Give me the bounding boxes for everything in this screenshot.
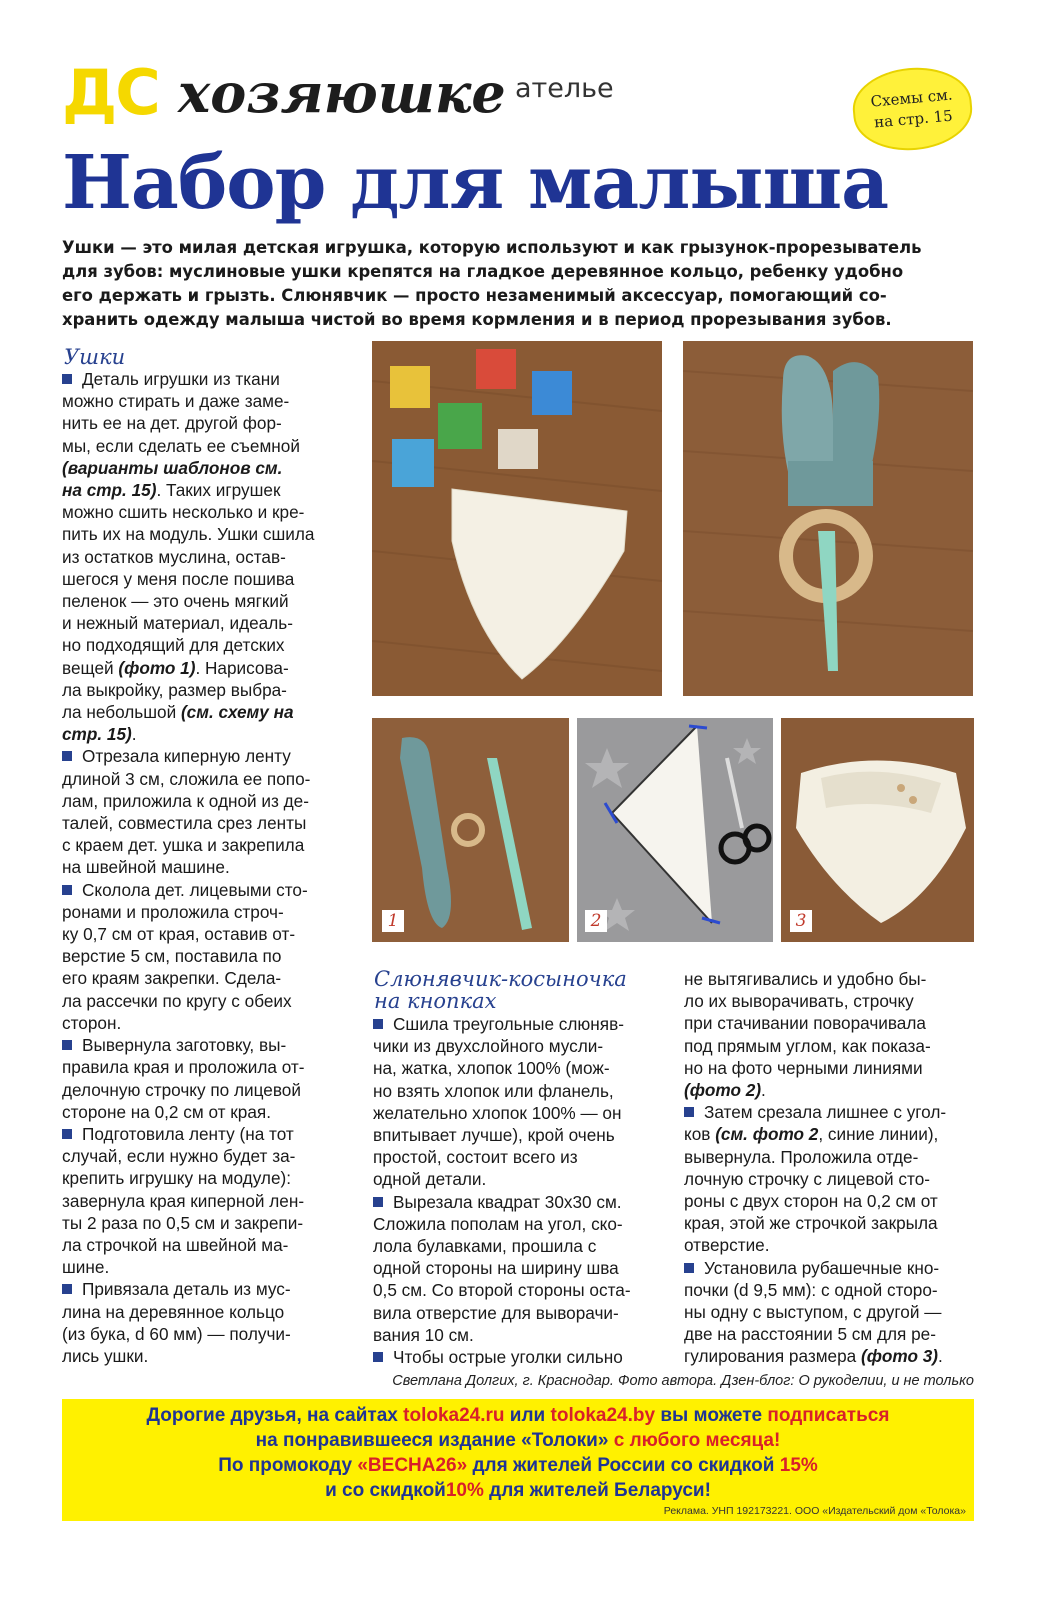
text-line [62,501,354,523]
body-text: края, этой же строчкой закрыла [684,1213,938,1234]
section-heading-bib [374,968,627,1012]
body-text: Подготовила ленту (на тот [82,1123,294,1144]
body-text: можно стирать и даже заме- [62,391,290,412]
text-line [62,856,354,878]
body-text: Деталь игрушки из ткани [82,369,280,389]
text-line [62,901,354,923]
text-line [373,1102,665,1124]
text-line [684,1168,976,1190]
text-line [62,634,354,656]
body-text: пить их на модуль. Ушки сшила [62,524,315,545]
text-line [62,1056,354,1078]
photo-bib-and-cubes [372,341,662,696]
bullet-marker [62,751,72,761]
body-text: правила края и проложила от- [62,1057,305,1078]
site-link-by[interactable]: toloka24.by [550,1405,656,1426]
text-line [373,1191,665,1213]
bullet-marker [62,1040,72,1050]
text-line [62,923,354,945]
text-line [62,568,354,590]
text-line [62,1345,354,1367]
text-line [62,990,354,1012]
body-text: лочную строчку с лицевой сто- [684,1168,930,1189]
text-line [62,546,354,568]
text-line [62,412,354,434]
body-text: на швейной машине. [62,857,230,878]
text-line [62,479,354,501]
text-line [373,1235,665,1257]
text-line [684,990,976,1012]
text-line [373,1346,665,1368]
ad-text: или [504,1405,551,1426]
text-line [684,968,976,990]
text-line [62,1123,354,1145]
lead-line: его держать и грызть. Слюнявчик — просто незаменимый аксессуар, помогающий со- [62,286,887,305]
emphasis-text: стр. 15) [62,724,132,745]
text-line [684,1190,976,1212]
text-line [62,1079,354,1101]
body-text: на, жатка, хлопок 100% (мож- [373,1058,610,1079]
text-line [62,1278,354,1300]
body-text: длиной 3 см, сложила ее попо- [62,768,311,789]
text-line [62,1323,354,1345]
body-text: почки (d 9,5 мм): с одной сторо- [684,1279,938,1300]
body-text: Сложила пополам на угол, ско- [373,1213,623,1234]
emphasis-text: (варианты шаблонов см. [62,457,283,478]
ad-highlight: подписаться [767,1405,890,1426]
body-text: Вырезала квадрат 30х30 см. [393,1191,622,1212]
subscription-ad [62,1399,974,1521]
text-line [62,812,354,834]
section-heading-line: на кнопках [374,989,497,1013]
body-text: одной стороны на ширину шва [373,1258,619,1279]
text-line [62,390,354,412]
text-line [373,1035,665,1057]
body-text: с краем дет. ушка и закрепила [62,835,305,856]
text-line [684,1212,976,1234]
body-text: Сколола дет. лицевыми сто- [82,879,308,900]
body-text: сторон. [62,1012,122,1033]
body-text: верстие 5 см, поставила по [62,946,282,967]
text-line [373,1257,665,1279]
text-line [62,612,354,634]
bullet-marker [62,374,72,384]
text-line [684,1301,976,1323]
body-text: . [761,1080,766,1101]
text-line [62,590,354,612]
logo-title: хозяюшке [178,61,506,125]
bullet-marker [373,1352,383,1362]
photo-1-parts [372,718,569,942]
emphasis-text: (фото 3) [860,1346,939,1367]
text-line [62,435,354,457]
text-line [373,1080,665,1102]
body-text: . Нарисова- [195,657,289,678]
section-heading-ears: Ушки [64,345,126,369]
bullet-marker [684,1107,694,1117]
text-line [62,1101,354,1123]
body-text: мы, если сделать ее съемной [62,435,300,456]
body-text: нить ее на дет. другой фор- [62,413,282,434]
body-text: завернула края киперной лен- [62,1190,305,1211]
body-text: не вытягивались и удобно бы- [684,969,927,989]
body-text: две на расстоянии 5 см для ре- [684,1324,936,1345]
author-credit: Светлана Долгих, г. Краснодар. Фото автора. Дзен-блог: О рукоделии, и не только [392,1373,974,1389]
logo-ds: ДС [62,56,159,129]
body-text: вила отверстие для выворачи- [373,1302,619,1323]
body-text: из остатков муслина, остав- [62,546,286,567]
badge-line: на стр. 15 [873,106,954,132]
bullet-marker [62,1129,72,1139]
ad-highlight: 10% [445,1480,484,1501]
body-text: ла небольшой [62,702,181,723]
photo-number: 2 [585,910,607,932]
emphasis-text: (фото 2) [684,1080,762,1101]
text-line [62,1234,354,1256]
emphasis-text: (см. фото 2 [715,1124,819,1145]
text-line [62,523,354,545]
text-line [62,967,354,989]
ad-disclaimer: Реклама. УНП 192173221. ООО «Издательский дом «Толока» [663,1505,966,1517]
ad-line-3 [62,1455,974,1477]
photo-number: 3 [790,910,812,932]
body-text: вещей [62,657,119,678]
text-line [62,745,354,767]
photo-3-bib-buttons [781,718,974,942]
text-line [684,1035,976,1057]
text-line [684,1123,976,1145]
emphasis-text: (фото 1) [118,657,196,678]
site-link-ru[interactable]: toloka24.ru [403,1405,505,1426]
body-text: . Таких игрушек [156,480,281,501]
text-line [684,1279,976,1301]
body-text: и нежный материал, идеаль- [62,613,293,634]
ad-line-4 [62,1480,974,1502]
text-line [373,1302,665,1324]
body-text: ку 0,7 см от края, оставив от- [62,924,296,945]
body-text: лись ушки. [62,1345,149,1366]
text-line [684,1323,976,1345]
body-text: ков [684,1124,716,1145]
body-text: ронами и проложила строч- [62,901,284,922]
emphasis-text: (см. схему на [180,702,294,723]
text-line [62,701,354,723]
body-text: талей, совместила срез ленты [62,813,307,834]
text-column-2 [373,1013,665,1368]
bullet-marker [373,1019,383,1029]
body-text: пеленок — это очень мягкий [62,591,289,612]
text-line [684,1234,976,1256]
text-line [62,368,354,390]
body-text: . [131,724,137,745]
ad-highlight: с любого месяца! [613,1430,781,1451]
lead-line: хранить одежду малыша чистой во время кормления и в период прорезывания зубов. [62,310,892,329]
ad-line-2 [62,1430,974,1452]
text-line [62,1301,354,1323]
emphasis-text: на стр. 15) [62,480,157,501]
body-text: желательно хлопок 100% — он [373,1102,622,1123]
body-text: (из бука, d 60 мм) — получи- [62,1323,291,1344]
bullet-marker [62,885,72,895]
text-line [62,1212,354,1234]
text-line [373,1213,665,1235]
text-line [62,945,354,967]
body-text: роны с двух сторон на 0,2 см от [684,1191,938,1212]
body-text: . [938,1346,943,1367]
body-text: Сшила треугольные слюняв- [393,1014,624,1034]
text-line [62,1145,354,1167]
text-line [62,1256,354,1278]
ad-text: и со скидкой [325,1480,446,1501]
body-text: впитывает лучше), крой очень [373,1125,615,1146]
text-line [684,1345,976,1367]
body-text: отверстие. [684,1235,770,1256]
ad-line-1 [62,1405,974,1427]
lead-line: для зубов: муслиновые ушки крепятся на гладкое деревянное кольцо, ребенку удобно [62,262,904,281]
ad-highlight: 15% [779,1455,818,1476]
body-text: Привязала деталь из мус- [82,1279,291,1300]
ad-text: для жителей России со скидкой [467,1455,780,1476]
ad-text: вы можете [655,1405,768,1426]
body-text: ны одну с выступом, с другой — [684,1302,942,1323]
body-text: Затем срезала лишнее с угол- [704,1102,947,1123]
body-text: одной детали. [373,1169,487,1190]
text-line [684,1057,976,1079]
body-text: , синие линии), [818,1124,939,1145]
bullet-marker [684,1263,694,1273]
body-text: его краям закрепки. Сдела- [62,968,282,989]
body-text: 0,5 см. Со второй стороны оста- [373,1280,631,1301]
body-text: ла выкройку, размер выбра- [62,679,287,700]
text-line [62,679,354,701]
section-heading-line: Слюнявчик-косыночка [374,967,627,991]
ad-text: По промокоду [218,1455,358,1476]
body-text: Установила рубашечные кно- [704,1257,940,1278]
text-line [62,879,354,901]
body-text: ты 2 раза по 0,5 см и закрепи- [62,1212,304,1233]
text-column-3 [684,968,976,1368]
body-text: Вывернула заготовку, вы- [82,1035,287,1056]
promo-code: «ВЕСНА26» [357,1455,468,1476]
body-text: но на фото черными линиями [684,1057,923,1078]
text-line [373,1057,665,1079]
ad-text: для жителей Беларуси! [483,1480,711,1501]
body-text: стороне на 0,2 см от края. [62,1101,272,1122]
body-text: но взять хлопок или фланель, [373,1080,614,1101]
badge-line: Схемы см. [869,85,954,111]
logo-subtitle: ателье [515,73,614,104]
text-line [684,1257,976,1279]
text-line [373,1168,665,1190]
text-line [62,1167,354,1189]
lead-paragraph [62,236,974,332]
body-text: делочную строчку по лицевой [62,1079,301,1100]
text-line [373,1279,665,1301]
text-line [62,723,354,745]
bullet-marker [373,1197,383,1207]
body-text: шине. [62,1257,110,1278]
photo-number: 1 [382,910,404,932]
text-line [684,1079,976,1101]
text-line [684,1146,976,1168]
text-line [62,1012,354,1034]
ad-text: Дорогие друзья, на сайтах [146,1405,404,1426]
photo-2-cutting [577,718,773,942]
body-text: гулирования размера [684,1346,861,1367]
body-text: ла рассечки по кругу с обеих [62,990,292,1011]
body-text: Отрезала киперную ленту [82,746,291,767]
body-text: можно сшить несколько и кре- [62,502,305,523]
text-line [373,1324,665,1346]
text-line [62,457,354,479]
body-text: лина на деревянное кольцо [62,1301,285,1322]
ad-text: на понравившееся издание «Толоки» [255,1430,614,1451]
body-text: под прямым углом, как показа- [684,1035,931,1056]
bullet-marker [62,1284,72,1294]
page-title: Набор для малыша [62,140,889,226]
text-line [62,1034,354,1056]
body-text: чики из двухслойного мусли- [373,1036,604,1057]
photo-teether-ears [683,341,973,696]
body-text: но подходящий для детских [62,635,285,656]
text-line [373,1124,665,1146]
body-text: Чтобы острые уголки сильно [393,1347,623,1368]
lead-line: Ушки — это милая детская игрушка, которую используют и как грызунок-прорезыватель [62,238,922,257]
text-line [62,790,354,812]
body-text: вания 10 см. [373,1324,474,1345]
text-line [373,1013,665,1035]
text-line [62,657,354,679]
body-text: вывернула. Проложила отде- [684,1146,919,1167]
text-column-1 [62,368,354,1367]
body-text: крепить игрушку на модуле): [62,1168,292,1189]
text-line [62,834,354,856]
text-line [684,1012,976,1034]
body-text: простой, состоит всего из [373,1147,578,1168]
body-text: шегося у меня после пошива [62,568,295,589]
text-line [62,1190,354,1212]
text-line [684,1101,976,1123]
body-text: лола булавками, прошила с [373,1236,597,1257]
body-text: случай, если нужно будет за- [62,1146,296,1167]
text-line [62,768,354,790]
body-text: ло их выворачивать, строчку [684,991,914,1012]
body-text: лам, приложила к одной из де- [62,790,309,811]
body-text: ла строчкой на швейной ма- [62,1234,289,1255]
text-line [373,1146,665,1168]
body-text: при стачивании поворачивала [684,1013,926,1034]
